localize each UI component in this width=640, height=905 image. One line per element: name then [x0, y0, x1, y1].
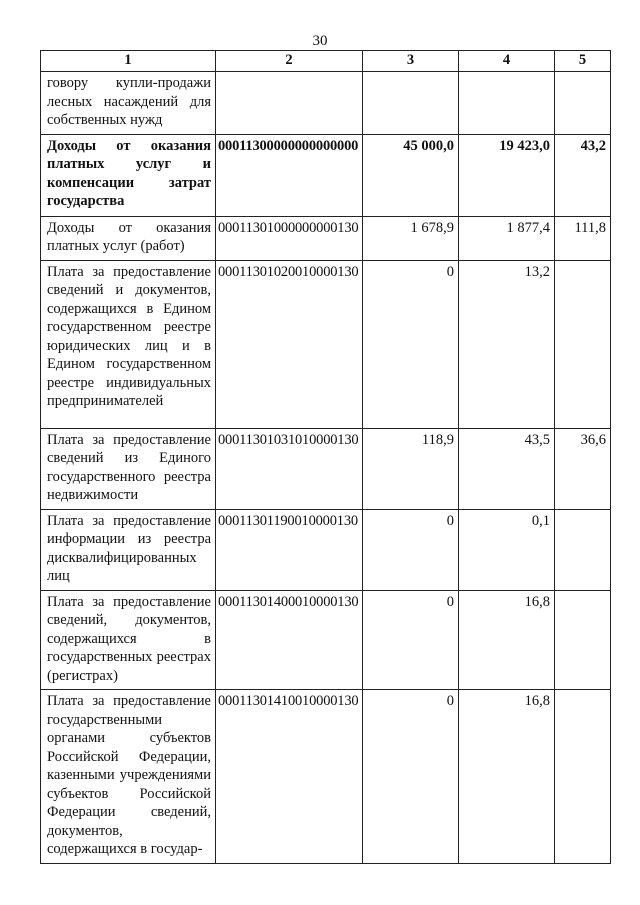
row-name: говору купли-продажи лесных насаждений для собственных нужд: [41, 72, 216, 135]
table-row: [41, 134, 611, 216]
row-actual: 13,2: [459, 260, 555, 428]
row-actual: 1 877,4: [459, 216, 555, 260]
row-actual: 0,1: [459, 509, 555, 590]
row-code: 00011301020010000130: [216, 260, 363, 428]
row-actual: 43,5: [459, 428, 555, 509]
row-name: Плата за предоставление информации из реестра дисквалифицированных лиц: [41, 509, 216, 590]
row-plan: 45 000,0: [363, 134, 459, 216]
row-name: Плата за предоставление сведений из Единого государственного реестра недвижимости: [41, 428, 216, 509]
row-name: Доходы от оказания платных услуг и компенсации затрат государства: [41, 134, 216, 216]
table-row: [41, 260, 611, 428]
table-row: [41, 428, 611, 509]
row-name: Плата за предоставление сведений и документов, содержащихся в Едином государственном реестре юридических лиц и в Едином государственном реестре индивидуальных предпринимателей: [41, 260, 216, 428]
row-percent: [555, 72, 611, 135]
row-code: 00011301000000000130: [216, 216, 363, 260]
column-header: 2: [216, 51, 363, 72]
row-actual: [459, 72, 555, 135]
table-row: [41, 509, 611, 590]
row-percent: 111,8: [555, 216, 611, 260]
row-percent: [555, 509, 611, 590]
column-header: 4: [459, 51, 555, 72]
row-plan: 0: [363, 590, 459, 690]
column-header: 3: [363, 51, 459, 72]
row-percent: [555, 590, 611, 690]
row-actual: 16,8: [459, 590, 555, 690]
column-header: 1: [41, 51, 216, 72]
row-plan: 118,9: [363, 428, 459, 509]
row-plan: 0: [363, 509, 459, 590]
row-plan: 1 678,9: [363, 216, 459, 260]
row-actual: 19 423,0: [459, 134, 555, 216]
row-name: Плата за предоставление сведений, документов, содержащихся в государственных реестрах (регистрах): [41, 590, 216, 690]
row-plan: 0: [363, 690, 459, 864]
row-actual: 16,8: [459, 690, 555, 864]
row-name: Доходы от оказания платных услуг (работ): [41, 216, 216, 260]
row-code: 00011300000000000000: [216, 134, 363, 216]
row-name: Плата за предоставление государственными органами субъектов Российской Федерации, казенными учреждениями субъектов Российской Федерации сведений, документов, содержащихся в государ-: [41, 690, 216, 864]
column-header: 5: [555, 51, 611, 72]
table-row: [41, 690, 611, 864]
budget-table: [40, 50, 611, 864]
row-percent: [555, 260, 611, 428]
table-row: [41, 590, 611, 690]
row-code: 00011301190010000130: [216, 509, 363, 590]
row-code: [216, 72, 363, 135]
row-code: 00011301031010000130: [216, 428, 363, 509]
header-row: [41, 51, 611, 72]
table-row: [41, 216, 611, 260]
row-plan: [363, 72, 459, 135]
row-percent: 36,6: [555, 428, 611, 509]
row-percent: 43,2: [555, 134, 611, 216]
row-code: 00011301410010000130: [216, 690, 363, 864]
page-number: 30: [312, 33, 328, 49]
table-row: [41, 72, 611, 135]
row-percent: [555, 690, 611, 864]
row-plan: 0: [363, 260, 459, 428]
row-code: 00011301400010000130: [216, 590, 363, 690]
